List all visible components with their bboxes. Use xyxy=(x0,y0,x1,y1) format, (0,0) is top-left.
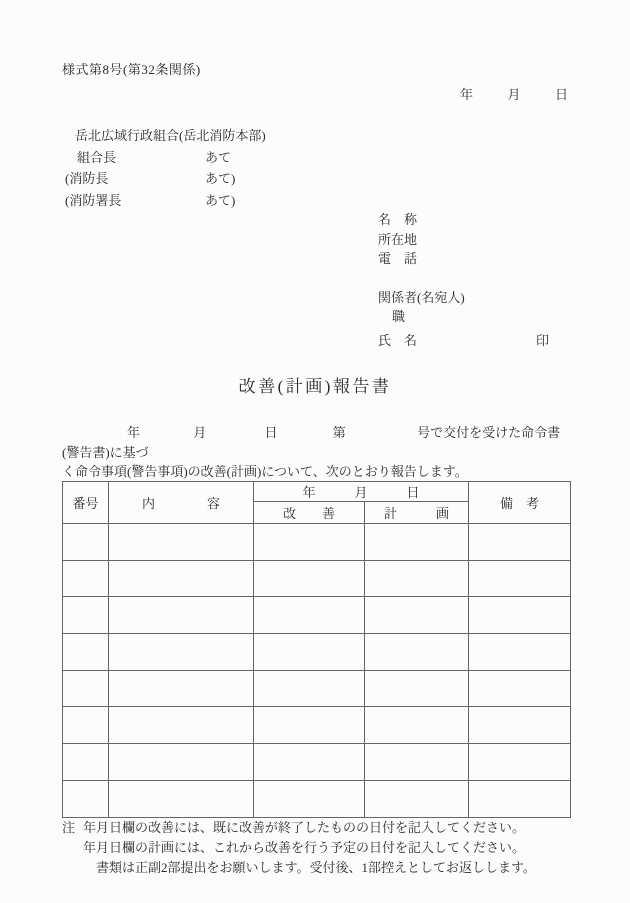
table-cell-empty xyxy=(63,707,109,744)
table-cell-empty xyxy=(109,597,254,634)
date-day-label: 日 xyxy=(554,87,568,102)
reporter-name-label: 名 称 xyxy=(378,212,418,227)
header-row-1 xyxy=(63,482,571,502)
table-row xyxy=(63,707,571,744)
full-name-line xyxy=(378,331,598,351)
table-cell-empty xyxy=(63,780,109,817)
report-table-header xyxy=(63,482,571,524)
table-cell-empty xyxy=(365,780,469,817)
report-table-body xyxy=(63,524,571,818)
addressee-title: 組合長 xyxy=(77,149,117,165)
note-line-3: 書類は正副2部提出をお願いします。受付後、1部控えとしてお返しします。 xyxy=(96,859,536,875)
table-cell-empty xyxy=(254,707,365,744)
intro-year-label: 年 xyxy=(127,425,141,440)
table-row xyxy=(63,560,571,597)
table-cell-empty xyxy=(254,780,365,817)
intro-line-2: く命令事項(警告事項)の改善(計画)について、次のとおり報告します。 xyxy=(62,464,468,479)
table-cell-empty xyxy=(109,707,254,744)
table-cell-empty xyxy=(109,780,254,817)
note-line-2: 年月日欄の計画には、これから改善を行う予定の日付を記入してください。 xyxy=(83,839,526,855)
date-line xyxy=(460,84,568,103)
table-cell-empty xyxy=(365,744,469,781)
table-cell-empty xyxy=(254,597,365,634)
col-header-remarks: 備 考 xyxy=(469,482,571,524)
note-marker: 注 xyxy=(62,820,76,835)
addressee-line-union-chief xyxy=(62,147,362,169)
intro-paragraph xyxy=(62,423,574,482)
table-cell-empty xyxy=(254,524,365,561)
table-cell-empty xyxy=(365,524,469,561)
addressee-to-label: あて) xyxy=(205,192,236,208)
table-cell-empty xyxy=(254,744,365,781)
table-cell-empty xyxy=(469,780,571,817)
table-row xyxy=(63,780,571,817)
reporter-block xyxy=(378,210,598,350)
note-line-1 xyxy=(62,818,602,838)
table-cell-empty xyxy=(109,524,254,561)
position-label: 職 xyxy=(392,309,406,324)
col-header-date-group: 年 月 日 xyxy=(254,482,469,502)
full-name-label: 氏 名 xyxy=(378,332,418,348)
table-cell-empty xyxy=(469,707,571,744)
table-cell-empty xyxy=(63,597,109,634)
table-cell-empty xyxy=(365,634,469,671)
intro-line-1 xyxy=(62,423,574,462)
table-cell-empty xyxy=(254,670,365,707)
intro-number-prefix: 第 xyxy=(332,425,346,440)
note-text-1: 年月日欄の改善には、既に改善が終了したものの日付を記入してください。 xyxy=(83,820,526,835)
related-person-label: 関係者(名宛人) xyxy=(378,289,465,305)
table-cell-empty xyxy=(469,524,571,561)
seal-label: 印 xyxy=(536,332,550,348)
addressee-title: (消防長 xyxy=(65,171,109,186)
table-cell-empty xyxy=(365,707,469,744)
document-title: 改善(計画)報告書 xyxy=(238,377,392,396)
table-cell-empty xyxy=(63,524,109,561)
addressee-to-label: あて xyxy=(205,149,232,165)
addressee-line-fire-chief xyxy=(62,168,362,190)
col-header-plan: 計 画 xyxy=(365,502,469,524)
table-cell-empty xyxy=(109,634,254,671)
date-month-label: 月 xyxy=(507,87,521,102)
col-header-number: 番号 xyxy=(63,482,109,524)
table-cell-empty xyxy=(254,560,365,597)
table-cell-empty xyxy=(63,560,109,597)
table-cell-empty xyxy=(365,597,469,634)
reporter-phone-label: 電 話 xyxy=(378,251,418,266)
addressee-line-station-chief xyxy=(62,190,362,212)
addressee-title: (消防署長 xyxy=(65,192,122,208)
table-row xyxy=(63,597,571,634)
report-table xyxy=(62,481,571,818)
table-cell-empty xyxy=(469,670,571,707)
table-cell-empty xyxy=(63,634,109,671)
col-header-improvement: 改 善 xyxy=(254,502,365,524)
table-cell-empty xyxy=(365,670,469,707)
table-cell-empty xyxy=(63,670,109,707)
table-row xyxy=(63,670,571,707)
addressee-block xyxy=(62,125,362,211)
table-cell-empty xyxy=(365,560,469,597)
col-header-content: 内 容 xyxy=(109,482,254,524)
table-row xyxy=(63,524,571,561)
table-cell-empty xyxy=(469,744,571,781)
notes-block xyxy=(62,818,602,877)
intro-line-1-text: 号で交付を受けた命令書(警告書)に基づ xyxy=(62,425,561,460)
table-row xyxy=(63,634,571,671)
table-cell-empty xyxy=(254,634,365,671)
table-cell-empty xyxy=(109,560,254,597)
table-cell-empty xyxy=(469,597,571,634)
organization-name: 岳北広域行政組合(岳北消防本部) xyxy=(75,128,266,143)
table-cell-empty xyxy=(109,744,254,781)
table-cell-empty xyxy=(469,560,571,597)
form-number: 様式第8号(第32条関係) xyxy=(62,62,201,77)
intro-month-label: 月 xyxy=(193,425,207,440)
table-cell-empty xyxy=(469,634,571,671)
addressee-to-label: あて) xyxy=(205,171,236,186)
table-cell-empty xyxy=(109,670,254,707)
table-row xyxy=(63,744,571,781)
date-year-label: 年 xyxy=(460,87,474,102)
table-cell-empty xyxy=(63,744,109,781)
intro-day-label: 日 xyxy=(264,425,278,440)
reporter-address-label: 所在地 xyxy=(378,231,418,247)
